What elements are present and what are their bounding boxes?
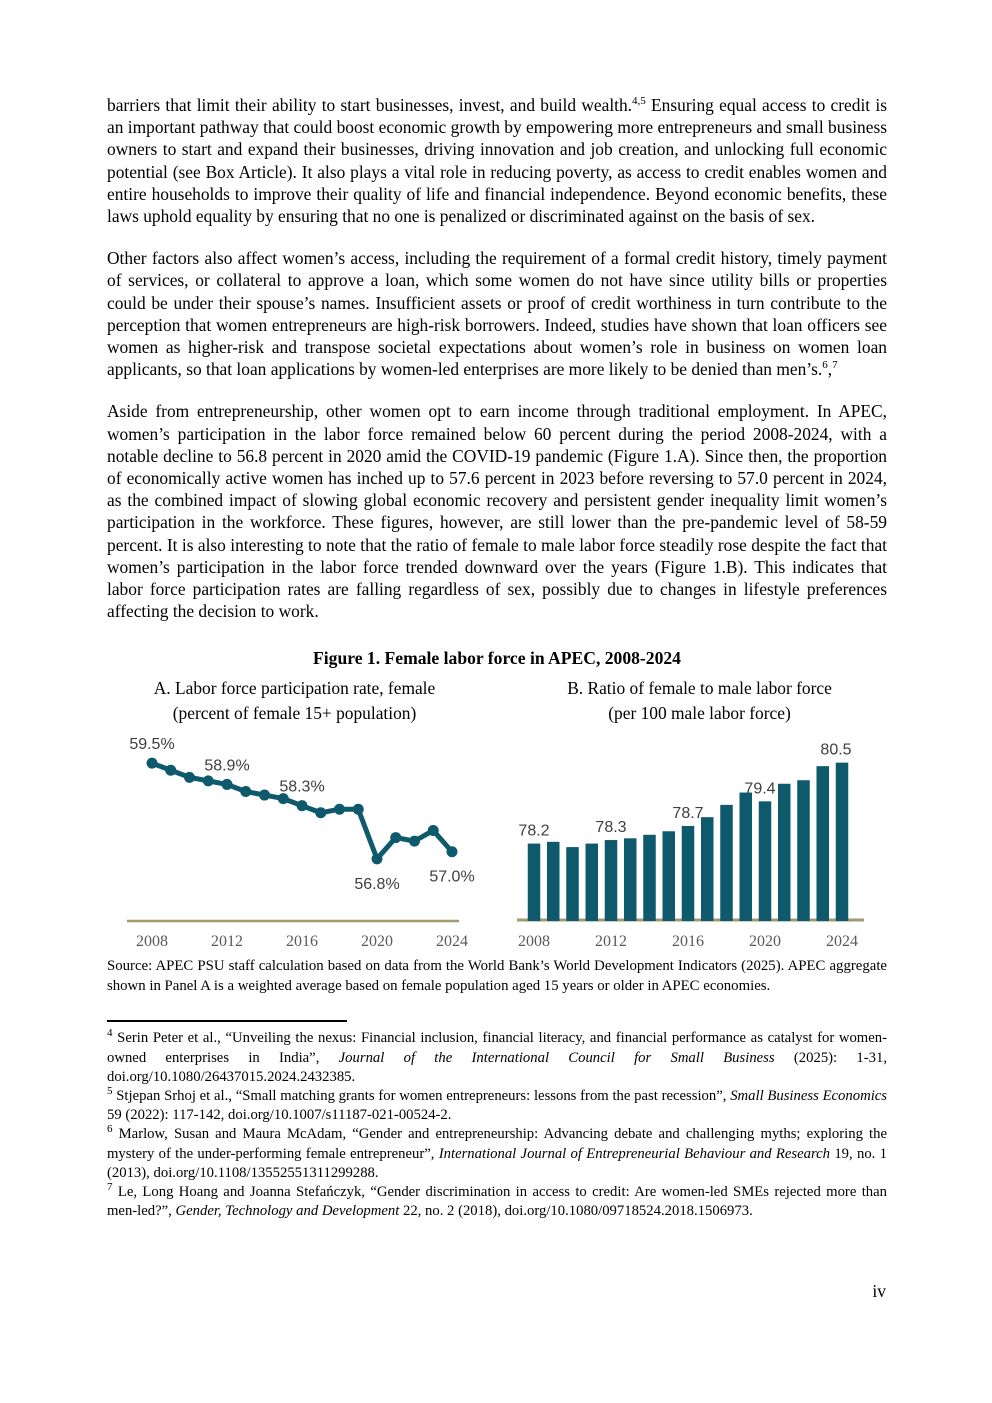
footnote-item	[107, 1029, 887, 1087]
charts-row	[107, 730, 887, 952]
panel-b-title-line2: (per 100 male labor force)	[608, 702, 791, 723]
bar	[778, 784, 791, 921]
paragraph-1-text-cont: Ensuring equal access to credit is an important pathway that could boost economic growth by empowering more entrepreneurs and small business owners to start and expand their businesses, driving innovation and job creation, and unlocking full economic potential (see Box Article). It also plays a vital role in reducing poverty, as access to credit enables women and entire households to improve their quality of life and financial independence. Beyond economic benefits, these laws uphold equality by ensuring that no one is penalized or discriminated against on the basis of sex.	[107, 95, 887, 227]
figure-source-note: Source: APEC PSU staff calculation based on data from the World Bank’s World Development Indicators (2025). APEC aggregate shown in Panel A is a weighted average based on female population aged 15 years or older in APEC economies.	[107, 958, 887, 994]
footnote-separator	[107, 1020, 347, 1022]
x-tick-label: 2012	[595, 933, 627, 951]
panel-a-title-line1: A. Labor force participation rate, female	[153, 678, 436, 699]
data-label: 57.0%	[429, 869, 475, 887]
footnote-text: Serin Peter et al., “Unveiling the nexus: Financial inclusion, financial literacy, and financial performance as catalyst for women-owned enterprises in India”,	[107, 1030, 887, 1066]
bar	[682, 826, 695, 921]
data-point	[222, 779, 233, 790]
data-label: 78.2	[518, 823, 550, 841]
data-point	[334, 804, 345, 815]
footnote-item	[107, 1087, 887, 1125]
data-point	[240, 786, 251, 797]
paragraph-2-comma: ,	[827, 359, 833, 380]
panel-b-chart	[512, 730, 887, 952]
data-label: 58.9%	[204, 757, 250, 775]
data-point	[184, 772, 195, 783]
x-tick-label: 2008	[136, 933, 168, 951]
bar	[605, 841, 618, 922]
panel-a-title	[107, 676, 482, 725]
data-point	[409, 836, 420, 847]
page-content	[107, 0, 887, 1222]
footnote-ref-6: 6	[822, 359, 828, 372]
footnote-number: 5	[107, 1085, 113, 1098]
footnote-text: Stjepan Srhoj et al., “Small matching grants for women entrepreneurs: lessons from the past recession”,	[116, 1088, 731, 1105]
bar	[797, 781, 810, 922]
bar	[759, 802, 772, 922]
data-point	[203, 776, 214, 787]
footnote-journal-title: International Journal of Entrepreneurial Behaviour and Research	[438, 1145, 831, 1162]
footnote-number: 6	[107, 1123, 113, 1136]
data-label: 59.5%	[129, 736, 175, 754]
bar	[566, 848, 579, 922]
data-point	[165, 765, 176, 776]
data-point	[428, 825, 439, 836]
data-point	[147, 758, 158, 769]
footnote-ref-4-5: 4,5	[632, 95, 646, 108]
bar	[701, 818, 714, 922]
x-tick-label: 2024	[436, 933, 468, 951]
data-label: 56.8%	[354, 876, 400, 894]
data-point	[297, 801, 308, 812]
footnote-number: 7	[107, 1181, 113, 1194]
footnote-journal-title: Small Business Economics	[730, 1088, 888, 1105]
bar	[740, 793, 753, 921]
bar	[817, 767, 830, 922]
data-point	[390, 833, 401, 844]
panel-titles-row	[107, 676, 887, 725]
paragraph-3: Aside from entrepreneurship, other women opt to earn income through traditional employment. In APEC, women’s participation in the labor force remained below 60 percent during the period 2008-2024, with a notable decline to 56.8 percent in 2020 amid the COVID-19 pandemic (Figure 1.A). Since then, the proportion of economically active women has inched up to 57.6 percent in 2023 before reversing to 57.0 percent in 2024, as the combined impact of slowing global economic recovery and persistent gender inequality limit women’s participation in the workforce. These figures, however, are still lower than the pre-pandemic level of 58-59 percent. It is also interesting to note that the ratio of female to male labor force steadily rose despite the fact that women’s participation in the labor force trended downward over the years (Figure 1.B). This indicates that labor force participation rates are falling regardless of sex, possibly due to changes in lifestyle preferences affecting the decision to work.	[107, 401, 887, 622]
data-label: 78.7	[672, 805, 704, 823]
bar	[836, 763, 849, 921]
paragraph-1	[107, 94, 887, 227]
bar	[720, 805, 733, 921]
bar	[528, 844, 541, 921]
data-point	[447, 847, 458, 858]
footnote-text: Marlow, Susan and Maura McAdam, “Gender and entrepreneurship: Advancing debate and challenging myths; exploring the mystery of the under-performing female entrepreneur”,	[107, 1126, 887, 1162]
paragraph-1-text: barriers that limit their ability to start businesses, invest, and build wealth.	[107, 95, 633, 115]
footnote-ref-7: 7	[832, 359, 838, 372]
data-point	[259, 790, 270, 801]
panel-a-chart	[107, 730, 482, 952]
x-tick-label: 2020	[749, 933, 781, 951]
footnote-journal-title: Gender, Technology and Development	[175, 1203, 400, 1220]
footnote-text: 22, no. 2 (2018), doi.org/10.1080/09718524.2018.1506973.	[399, 1203, 753, 1220]
footnote-item	[107, 1125, 887, 1183]
data-label: 80.5	[820, 742, 852, 760]
data-label: 78.3	[595, 819, 627, 837]
bar	[663, 832, 676, 922]
page-number: iv	[872, 1281, 886, 1301]
bar	[547, 842, 560, 921]
footnote-text: 59 (2022): 117-142, doi.org/10.1007/s11187-021-00524-2.	[107, 1107, 452, 1124]
paragraph-2	[107, 247, 887, 380]
footnote-text: (2025): 1-31, doi.org/10.1080/26437015.2024.2432385.	[107, 1049, 887, 1085]
panel-b-title	[512, 676, 887, 725]
footnotes	[107, 1029, 887, 1221]
data-label: 79.4	[744, 780, 776, 798]
footnote-text: Le, Long Hoang and Joanna Stefańczyk, “Gender discrimination in access to credit: Are women-led SMEs rejected more than men-led?”,	[107, 1184, 888, 1220]
data-point	[353, 804, 364, 815]
data-point	[372, 854, 383, 865]
footnote-text: 19, no. 1 (2013), doi.org/10.1108/13552551311299288.	[107, 1145, 887, 1181]
footnote-number: 4	[107, 1027, 113, 1040]
paragraph-2-text: Other factors also affect women’s access, including the requirement of a formal credit history, timely payment of services, or collateral to approve a loan, which some women do not have since utility bills or properties could be under their spouse’s names. Insufficient assets or proof of credit worthiness in turn contribute to the perception that women entrepreneurs are high-risk borrowers. Indeed, studies have shown that loan officers see women as higher-risk and transpose societal expectations about women’s role in business on women loan applicants, so that loan applications by women-led enterprises are more likely to be denied than men’s.	[107, 248, 887, 380]
panel-b-title-line1: B. Ratio of female to male labor force	[567, 678, 832, 699]
x-tick-label: 2024	[826, 933, 858, 951]
x-tick-label: 2012	[211, 933, 243, 951]
bar	[586, 844, 599, 921]
data-point	[315, 808, 326, 819]
panel-a-title-line2: (percent of female 15+ population)	[172, 702, 417, 723]
bar	[643, 835, 656, 921]
footnote-item	[107, 1183, 887, 1221]
x-tick-label: 2020	[361, 933, 393, 951]
figure-title: Figure 1. Female labor force in APEC, 2008-2024	[313, 648, 681, 669]
x-tick-label: 2016	[286, 933, 318, 951]
footnote-journal-title: Journal of the International Council for Small Business	[338, 1049, 775, 1066]
bar	[624, 839, 637, 922]
data-label: 58.3%	[279, 779, 325, 797]
x-tick-label: 2016	[672, 933, 704, 951]
x-tick-label: 2008	[518, 933, 550, 951]
